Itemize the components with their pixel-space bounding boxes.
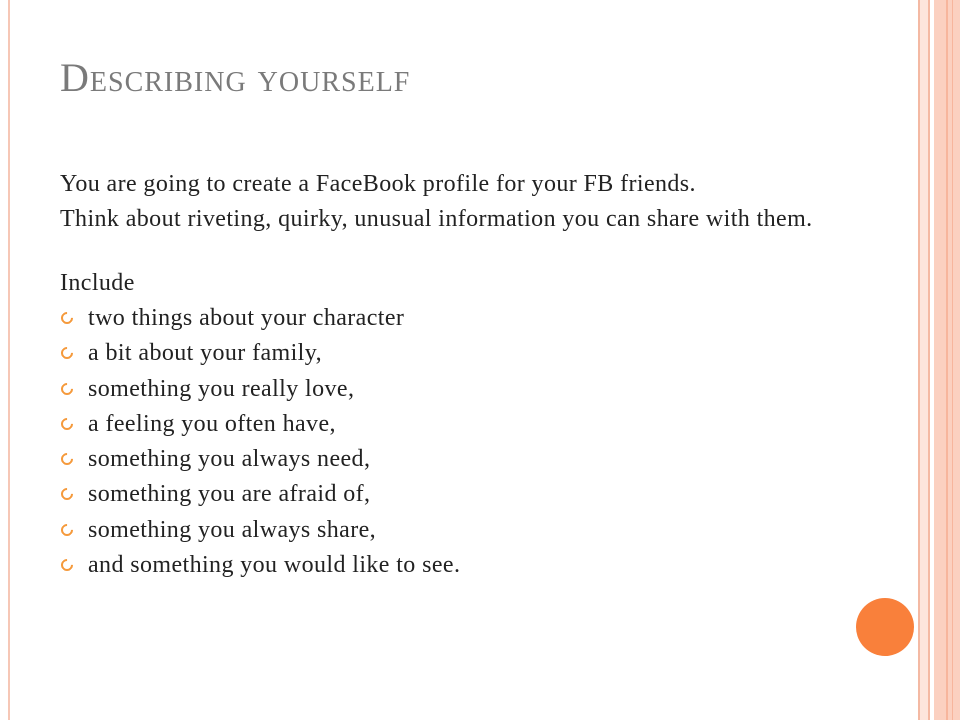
paragraph: You are going to create a FaceBook profile for your FB friends.	[60, 171, 696, 197]
list-item-text: something you really love,	[88, 375, 355, 402]
list-item-text: something you always need,	[88, 446, 371, 473]
left-border-line	[8, 0, 10, 720]
bullet-list	[60, 304, 820, 586]
bullet-icon	[59, 451, 76, 468]
paragraph: Think about riveting, quirky, unusual information you can share with them.	[60, 206, 813, 232]
bullet-icon	[59, 415, 76, 432]
list-item	[60, 480, 820, 515]
list-item	[60, 410, 820, 445]
right-stripe	[952, 0, 953, 720]
bullet-icon	[59, 345, 76, 362]
accent-circle	[856, 598, 914, 656]
list-item	[60, 445, 820, 480]
include-label: Include	[60, 270, 135, 296]
slide-body	[60, 170, 820, 586]
slide-title-text: Describing yourself	[60, 55, 411, 100]
list-item-text: a feeling you often have,	[88, 410, 336, 437]
bullet-icon	[59, 380, 76, 397]
spacer	[60, 240, 820, 269]
list-item	[60, 339, 820, 374]
bullet-icon	[59, 486, 76, 503]
slide-title	[60, 54, 410, 101]
list-item	[60, 516, 820, 551]
list-item	[60, 551, 820, 586]
list-item	[60, 375, 820, 410]
bullet-icon	[59, 521, 76, 538]
list-item-text: two things about your character	[88, 305, 405, 331]
bullet-icon	[59, 310, 76, 327]
list-item-text: something you are afraid of,	[88, 481, 371, 508]
right-stripe	[920, 0, 928, 720]
bullet-icon	[59, 557, 76, 574]
list-item	[60, 304, 820, 339]
right-stripe	[946, 0, 948, 720]
list-item-text: something you always share,	[88, 516, 377, 543]
list-item-text: a bit about your family,	[88, 340, 322, 367]
list-item-text: and something you would like to see.	[88, 552, 461, 579]
